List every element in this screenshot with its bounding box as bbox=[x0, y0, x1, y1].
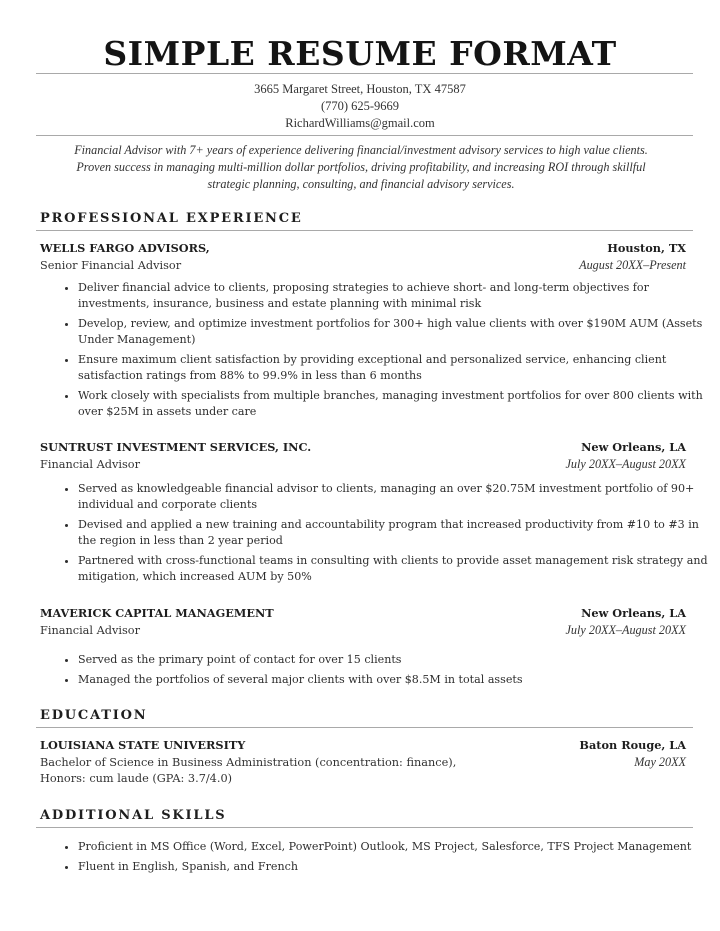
job-company: SUNTRUST INVESTMENT SERVICES, INC. bbox=[40, 440, 312, 454]
list-item: • Develop, review, and optimize investment portfolios for 300+ high value clients with over $190M AUM (Assets Under Management) bbox=[78, 316, 708, 348]
list-item: • Ensure maximum client satisfaction by providing exceptional and personalized service, enhancing client satisfaction ratings from 88% to 99.9% in less than 6 months bbox=[78, 352, 708, 384]
divider bbox=[36, 230, 693, 231]
summary-line: strategic planning, consulting, and financial advisory services. bbox=[207, 177, 515, 191]
education-date: May 20XX bbox=[634, 755, 686, 769]
summary-line: Financial Advisor with 7+ years of experience delivering financial/investment advisory services to high value clients. bbox=[74, 143, 648, 157]
list-item: • Fluent in English, Spanish, and French bbox=[78, 859, 708, 875]
job-bullets bbox=[60, 652, 708, 692]
list-item: • Devised and applied a new training and accountability program that increased productivity from #10 to #3 in the region in less than 2 year period bbox=[78, 517, 708, 549]
list-item: • Proficient in MS Office (Word, Excel, PowerPoint) Outlook, MS Project, Salesforce, TFS Project Management bbox=[78, 839, 708, 855]
summary-line: Proven success in managing multi-million dollar portfolios, driving profitability, and increasing ROI through skillful bbox=[76, 160, 646, 174]
job-company: MAVERICK CAPITAL MANAGEMENT bbox=[40, 606, 274, 620]
job-role: Financial Advisor bbox=[40, 458, 141, 471]
education-degree: Bachelor of Science in Business Administration (concentration: finance), bbox=[40, 756, 457, 769]
divider bbox=[36, 727, 693, 728]
education-school: LOUISIANA STATE UNIVERSITY bbox=[40, 738, 246, 752]
job-location: New Orleans, LA bbox=[581, 606, 686, 620]
job-bullets bbox=[60, 280, 708, 424]
section-title-skills: ADDITIONAL SKILLS bbox=[40, 808, 227, 823]
job-bullets bbox=[60, 481, 708, 589]
job-company: WELLS FARGO ADVISORS, bbox=[40, 241, 210, 255]
list-item: • Served as the primary point of contact for over 15 clients bbox=[78, 652, 708, 668]
education-location: Baton Rouge, LA bbox=[579, 738, 686, 752]
skills-list bbox=[60, 839, 708, 879]
address: 3665 Margaret Street, Houston, TX 47587 bbox=[254, 82, 466, 96]
job-dates: August 20XX–Present bbox=[579, 258, 686, 272]
section-title-education: EDUCATION bbox=[40, 708, 148, 723]
email[interactable]: RichardWilliams@gmail.com bbox=[285, 116, 435, 130]
list-item: • Managed the portfolios of several major clients with over $8.5M in total assets bbox=[78, 672, 708, 688]
list-item: • Deliver financial advice to clients, proposing strategies to achieve short- and long-term objectives for investments, insurance, business and estate planning with minimal risk bbox=[78, 280, 708, 312]
job-location: Houston, TX bbox=[607, 241, 686, 255]
section-title-experience: PROFESSIONAL EXPERIENCE bbox=[40, 211, 303, 226]
divider bbox=[36, 827, 693, 828]
list-item: • Partnered with cross-functional teams in consulting with clients to provide asset management risk strategy and mitigation, which increased AUM by 50% bbox=[78, 553, 708, 585]
job-location: New Orleans, LA bbox=[581, 440, 686, 454]
phone: (770) 625-9669 bbox=[320, 99, 400, 113]
list-item: • Work closely with specialists from multiple branches, managing investment portfolios for over 800 clients with over $25M in assets under care bbox=[78, 388, 708, 420]
divider bbox=[36, 135, 693, 136]
job-role: Senior Financial Advisor bbox=[40, 259, 182, 272]
job-dates: July 20XX–August 20XX bbox=[565, 623, 686, 637]
job-dates: July 20XX–August 20XX bbox=[565, 457, 686, 471]
divider bbox=[36, 73, 693, 74]
education-honors: Honors: cum laude (GPA: 3.7/4.0) bbox=[40, 772, 233, 785]
resume-title: SIMPLE RESUME FORMAT bbox=[103, 34, 617, 73]
job-role: Financial Advisor bbox=[40, 624, 141, 637]
list-item: • Served as knowledgeable financial advisor to clients, managing an over $20.75M investment portfolio of 90+ individual and corporate clients bbox=[78, 481, 708, 513]
